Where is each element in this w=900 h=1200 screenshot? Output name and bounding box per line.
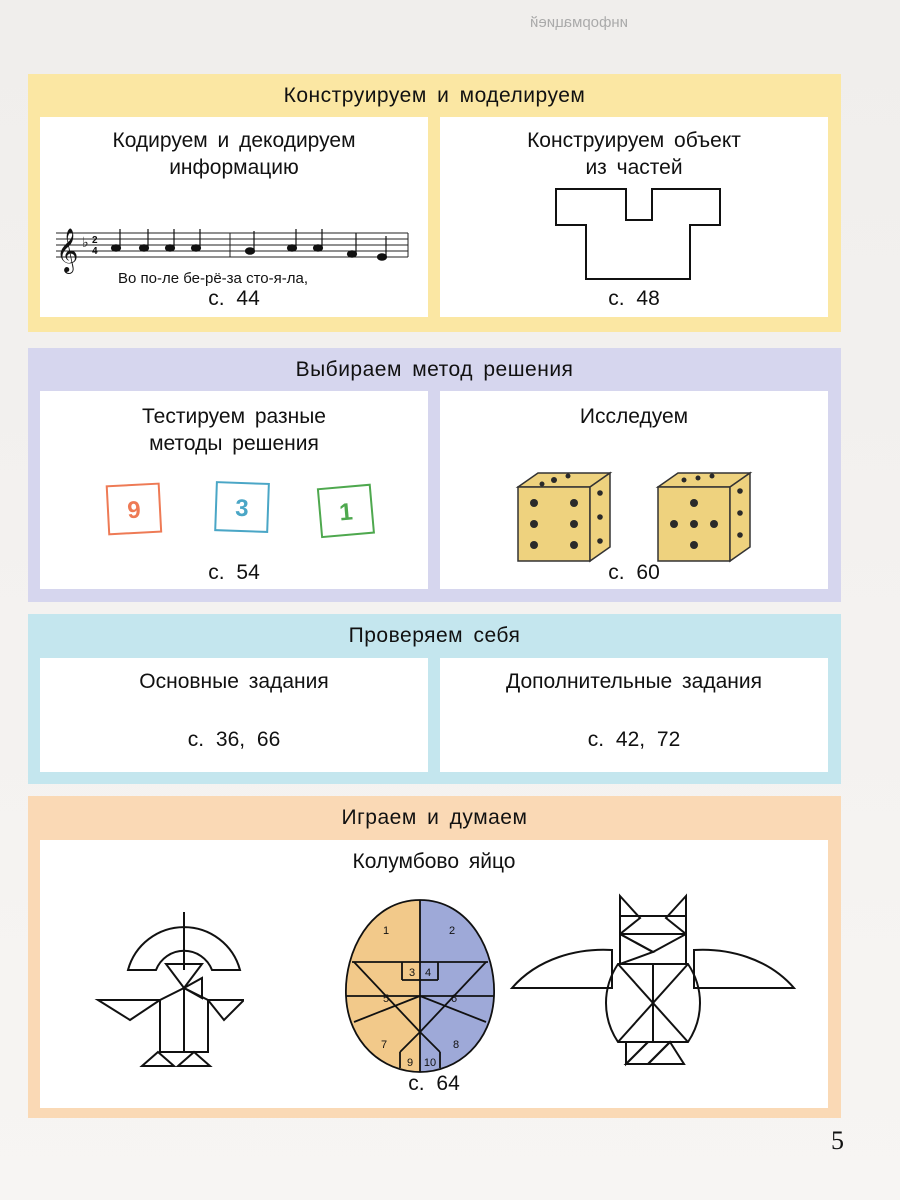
egg-piece-9: 9 (406, 1057, 414, 1069)
page-ref: с. 64 (408, 1072, 460, 1095)
section-title: Играем и думаем (341, 806, 528, 829)
egg-piece-4: 4 (424, 967, 432, 979)
egg-piece-10: 10 (423, 1057, 437, 1069)
card-title-line1: Исследуем (579, 405, 689, 428)
card-test-methods (40, 391, 428, 589)
card-title-line1: Колумбово яйцо (352, 850, 516, 873)
egg-piece-1: 1 (382, 925, 390, 937)
card-title-line1: Дополнительные задания (505, 670, 762, 693)
number-cards (88, 477, 388, 547)
card-title-line1: Конструируем объект (527, 129, 741, 152)
page-ref: с. 36, 66 (187, 728, 281, 751)
egg-piece-6: 6 (450, 993, 458, 1005)
card-title-line1: Основные задания (139, 670, 329, 693)
number-card-3: 3 (234, 494, 250, 523)
number-card-1: 1 (338, 498, 354, 527)
egg-piece-3: 3 (408, 967, 416, 979)
page-number: 5 (831, 1126, 844, 1155)
page-ref: с. 60 (608, 561, 660, 584)
construction-shape (552, 187, 722, 282)
card-title-line2: методы решения (149, 432, 319, 455)
card-columbus-egg (40, 840, 828, 1108)
dice-illustration (508, 467, 768, 567)
tangram-owl-right (508, 892, 798, 1072)
section-title: Выбираем метод решения (295, 358, 574, 381)
tangram-bird-left (94, 892, 244, 1072)
svg-text:𝄞: 𝄞 (56, 230, 79, 272)
card-construct-object (440, 117, 828, 317)
section-title: Конструируем и моделируем (283, 84, 586, 107)
number-card-9: 9 (126, 496, 142, 525)
page-ref: с. 54 (208, 561, 260, 584)
section-construct-model (28, 74, 841, 332)
card-main-tasks (40, 658, 428, 772)
section-check-yourself (28, 614, 841, 784)
card-extra-tasks (440, 658, 828, 772)
columbus-egg-figure (340, 892, 500, 1082)
egg-piece-7: 7 (380, 1039, 388, 1051)
card-title-line1: Кодируем и декодируем (112, 129, 356, 152)
page-ref: с. 42, 72 (587, 728, 681, 751)
page-ref: с. 44 (208, 287, 260, 310)
egg-piece-5: 5 (382, 993, 390, 1005)
svg-text:4: 4 (92, 246, 98, 257)
card-title-line1: Тестируем разные (142, 405, 326, 428)
lyrics-label: Во по-ле бе-рё-за сто-я-ла, (118, 270, 308, 287)
egg-piece-8: 8 (452, 1039, 460, 1051)
card-title-line2: из частей (585, 156, 683, 179)
svg-text:♭: ♭ (82, 234, 89, 250)
section-title: Проверяем себя (348, 624, 521, 647)
card-encode-decode (40, 117, 428, 317)
card-investigate (440, 391, 828, 589)
card-title-line2: информацию (169, 156, 299, 179)
section-play-think (28, 796, 841, 1118)
bleed-through-text: информацией (530, 14, 629, 31)
page-ref: с. 48 (608, 287, 660, 310)
section-choose-method (28, 348, 841, 602)
egg-piece-2: 2 (448, 925, 456, 937)
svg-text:2: 2 (92, 235, 98, 246)
